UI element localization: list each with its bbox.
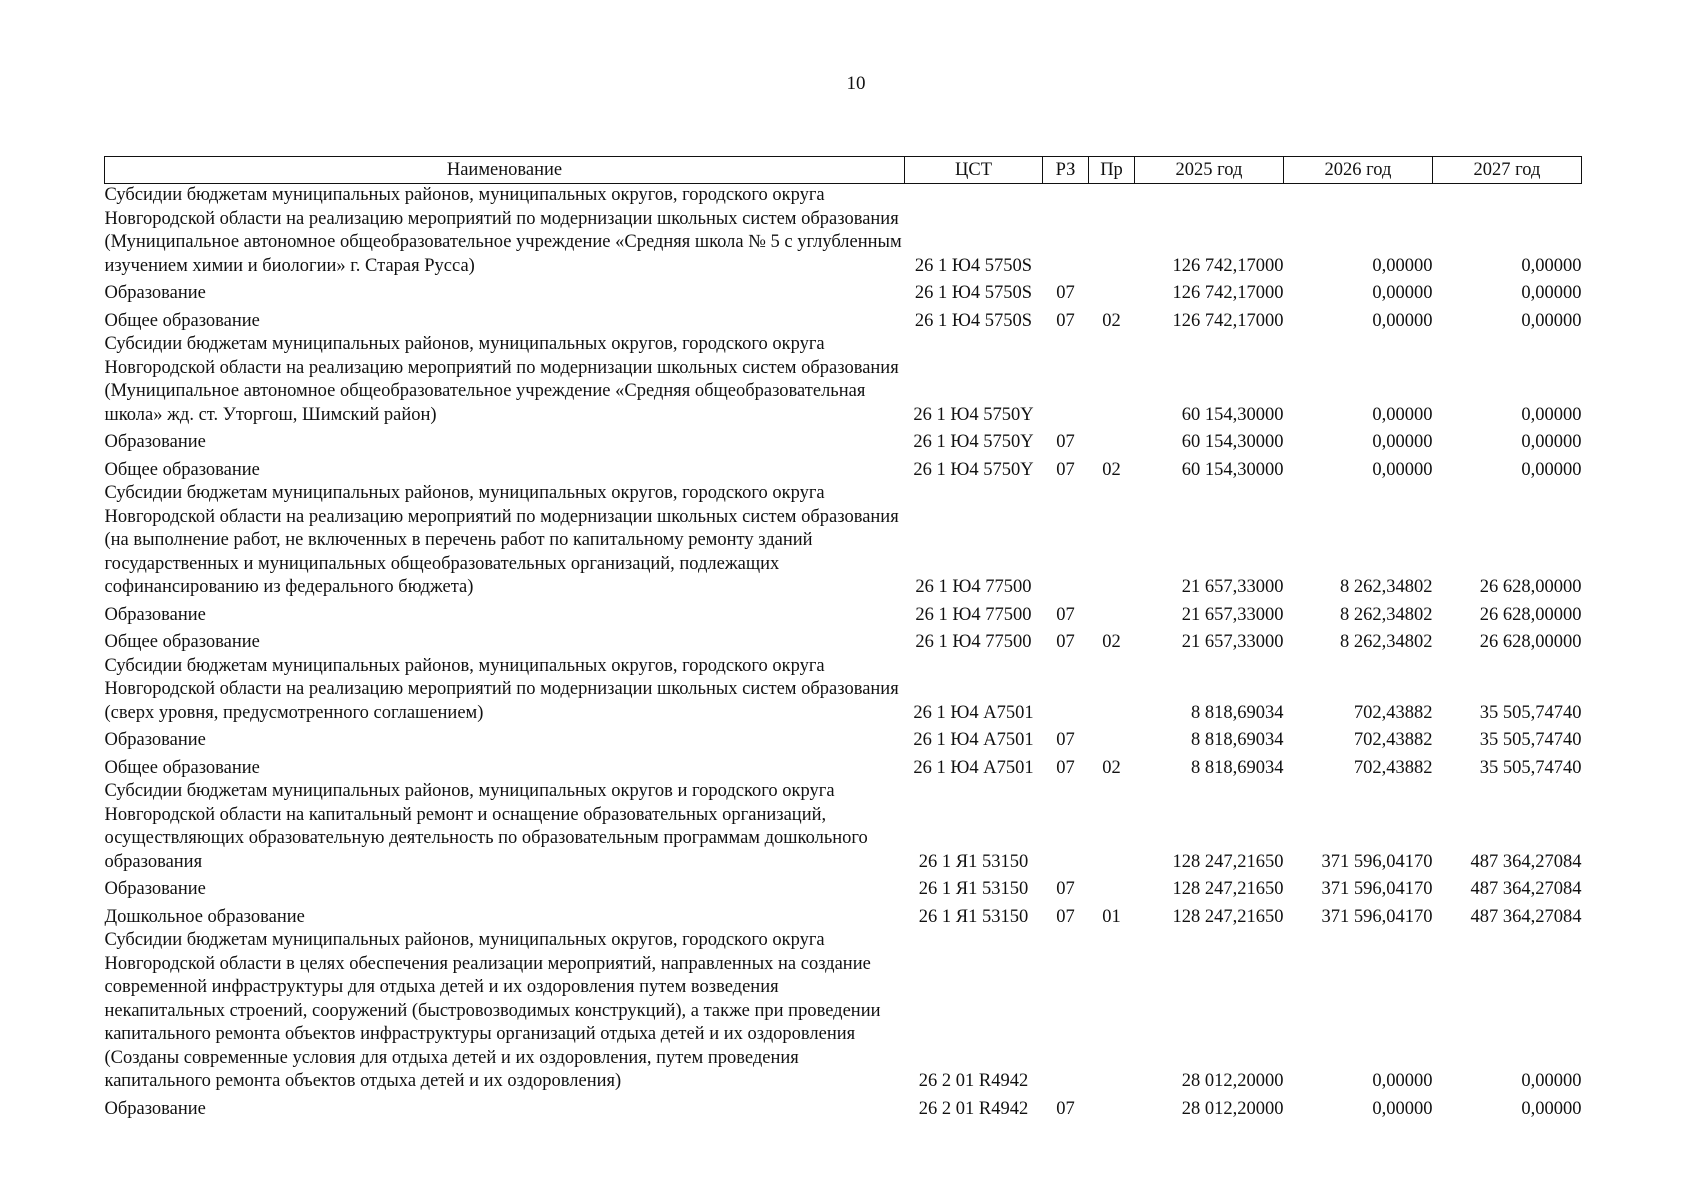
row-rz	[1043, 780, 1089, 874]
row-value-2026: 8 262,34802	[1340, 604, 1433, 625]
row-name: Субсидии бюджетам муниципальных районов, муниципальных округов, городского округа Новгородской области на реализацию мероприятий по модернизации школьных систем образования (Муниципальное автономное общеобразовательное учреждение «Средняя общеобразовательная школа» жд. ст. Уторгош, Шимский район)	[104, 334, 899, 425]
row-name: Общее образование	[104, 757, 260, 778]
row-pr	[1089, 482, 1135, 600]
row-value-2027: 0,00000	[1521, 310, 1582, 331]
row-rz: 07	[1056, 310, 1075, 331]
row-value-2025: 21 657,33000	[1181, 577, 1284, 597]
row-value-2027: 0,00000	[1521, 283, 1582, 303]
row-cst: 26 1 Ю4 77500	[915, 604, 1032, 625]
row-name: Общее образование	[104, 310, 260, 331]
row-value-2027: 26 628,00000	[1479, 577, 1582, 597]
row-value-2027: 35 505,74740	[1479, 757, 1582, 778]
row-value-2025: 8 818,69034	[1191, 702, 1284, 723]
row-name: Субсидии бюджетам муниципальных районов, муниципальных округов, городского округа Новгородской области на реализацию мероприятий по модернизации школьных систем образования (на выполнение работ, не включенных в перечень работ по капитальному ремонту зданий государственных и муниципальных общеобразовательных организаций, подлежащих софинансированию из федерального бюджета)	[104, 483, 899, 597]
header-cst: ЦСТ	[905, 157, 1043, 184]
table-row	[105, 306, 1582, 334]
row-pr	[1089, 780, 1135, 874]
row-rz: 07	[1056, 604, 1075, 625]
table-row	[105, 333, 1582, 427]
row-value-2027: 0,00000	[1521, 1071, 1582, 1091]
row-value-2026: 371 596,04170	[1321, 851, 1433, 872]
row-rz: 07	[1056, 757, 1075, 778]
row-cst: 26 1 Ю4 5750S	[914, 255, 1033, 276]
table-header	[105, 157, 1582, 184]
row-rz	[1043, 655, 1089, 726]
row-value-2025: 21 657,33000	[1181, 632, 1284, 652]
row-cst: 26 1 Ю4 77500	[915, 577, 1032, 597]
row-value-2027: 0,00000	[1521, 404, 1582, 425]
row-value-2025: 28 012,20000	[1181, 1071, 1284, 1091]
row-rz	[1043, 929, 1089, 1094]
row-value-2027: 26 628,00000	[1479, 604, 1582, 625]
row-value-2027: 0,00000	[1521, 1098, 1582, 1119]
table-row	[105, 184, 1582, 279]
row-value-2026: 0,00000	[1372, 255, 1433, 276]
row-name: Образование	[104, 879, 206, 899]
row-value-2026: 8 262,34802	[1340, 632, 1433, 652]
row-pr: 01	[1102, 906, 1121, 927]
row-value-2026: 702,43882	[1353, 757, 1433, 778]
table-row	[105, 600, 1582, 628]
row-cst: 26 1 Ю4 А7501	[913, 702, 1034, 723]
row-rz: 07	[1056, 432, 1075, 452]
row-pr: 02	[1102, 632, 1121, 652]
row-rz	[1043, 333, 1089, 427]
table-row	[105, 655, 1582, 726]
row-rz: 07	[1056, 632, 1075, 652]
table-row	[105, 780, 1582, 874]
row-cst: 26 1 Ю4 77500	[915, 632, 1032, 652]
row-value-2025: 60 154,30000	[1181, 459, 1284, 480]
row-cst: 26 2 01 R4942	[918, 1098, 1029, 1119]
row-value-2025: 60 154,30000	[1181, 432, 1284, 452]
row-value-2025: 8 818,69034	[1191, 757, 1284, 778]
row-pr	[1089, 874, 1135, 902]
table-row	[105, 874, 1582, 902]
row-rz	[1043, 184, 1089, 279]
table-row	[105, 482, 1582, 600]
row-value-2026: 8 262,34802	[1340, 577, 1433, 597]
row-cst: 26 1 Ю4 А7501	[913, 730, 1034, 750]
row-cst: 26 2 01 R4942	[918, 1071, 1029, 1091]
row-value-2027: 0,00000	[1521, 432, 1582, 452]
table-row	[105, 725, 1582, 753]
row-pr	[1089, 929, 1135, 1094]
row-value-2025: 21 657,33000	[1181, 604, 1284, 625]
row-value-2026: 371 596,04170	[1321, 879, 1433, 899]
row-value-2025: 128 247,21650	[1172, 851, 1284, 872]
row-name: Образование	[104, 604, 206, 625]
header-pr: Пр	[1089, 157, 1135, 184]
table-row	[105, 627, 1582, 655]
row-value-2027: 487 364,27084	[1470, 879, 1582, 899]
table-body	[105, 184, 1582, 1122]
row-cst: 26 1 Я1 53150	[918, 851, 1029, 872]
row-value-2027: 0,00000	[1521, 459, 1582, 480]
row-value-2026: 371 596,04170	[1321, 906, 1433, 927]
header-name: Наименование	[105, 157, 905, 184]
row-value-2027: 487 364,27084	[1470, 906, 1582, 927]
row-value-2025: 126 742,17000	[1172, 310, 1284, 331]
row-cst: 26 1 Я1 53150	[918, 906, 1029, 927]
row-value-2025: 60 154,30000	[1181, 404, 1284, 425]
row-pr: 02	[1102, 459, 1121, 480]
row-rz: 07	[1056, 730, 1075, 750]
row-value-2025: 128 247,21650	[1172, 879, 1284, 899]
row-name: Субсидии бюджетам муниципальных районов, муниципальных округов, городского округа Новгородской области на реализацию мероприятий по модернизации школьных систем образования (сверх уровня, предусмотренного соглашением)	[104, 655, 899, 723]
header-rz: РЗ	[1043, 157, 1089, 184]
row-pr	[1089, 333, 1135, 427]
table-row	[105, 427, 1582, 455]
row-cst: 26 1 Ю4 5750Y	[913, 404, 1034, 425]
row-cst: 26 1 Ю4 5750Y	[913, 432, 1034, 452]
row-value-2027: 26 628,00000	[1479, 632, 1582, 652]
row-name: Общее образование	[104, 632, 260, 652]
row-value-2027: 35 505,74740	[1479, 730, 1582, 750]
row-cst: 26 1 Ю4 5750Y	[913, 459, 1034, 480]
row-value-2027: 0,00000	[1521, 255, 1582, 276]
row-value-2026: 0,00000	[1372, 310, 1433, 331]
table-row	[105, 753, 1582, 781]
page-number: 10	[846, 73, 866, 94]
row-cst: 26 1 Ю4 А7501	[913, 757, 1034, 778]
budget-table	[104, 156, 1582, 1121]
row-name: Образование	[104, 432, 206, 452]
row-value-2026: 0,00000	[1372, 283, 1433, 303]
row-value-2026: 702,43882	[1353, 730, 1433, 750]
row-value-2025: 8 818,69034	[1191, 730, 1284, 750]
row-rz: 07	[1056, 879, 1075, 899]
table-row	[105, 455, 1582, 483]
row-name: Образование	[104, 1098, 206, 1119]
row-name: Образование	[104, 730, 206, 750]
row-value-2025: 126 742,17000	[1172, 255, 1284, 276]
row-rz: 07	[1056, 1098, 1075, 1119]
table-row	[105, 278, 1582, 306]
row-value-2026: 0,00000	[1372, 1071, 1433, 1091]
row-rz: 07	[1056, 906, 1075, 927]
row-value-2025: 128 247,21650	[1172, 906, 1284, 927]
row-name: Субсидии бюджетам муниципальных районов, муниципальных округов, городского округа Новгородской области на реализацию мероприятий по модернизации школьных систем образования (Муниципальное автономное общеобразовательное учреждение «Средняя школа № 5 с углубленным изучением химии и биологии» г. Старая Русса)	[104, 185, 902, 276]
header-2025: 2025 год	[1135, 157, 1284, 184]
table-row	[105, 929, 1582, 1094]
row-value-2027: 487 364,27084	[1470, 851, 1582, 872]
row-cst: 26 1 Я1 53150	[918, 879, 1029, 899]
row-value-2025: 126 742,17000	[1172, 283, 1284, 303]
row-cst: 26 1 Ю4 5750S	[914, 310, 1033, 331]
row-name: Общее образование	[104, 459, 260, 480]
row-value-2026: 0,00000	[1372, 404, 1433, 425]
row-value-2026: 0,00000	[1372, 459, 1433, 480]
row-pr	[1089, 278, 1135, 306]
row-pr	[1089, 1094, 1135, 1122]
row-pr	[1089, 600, 1135, 628]
row-value-2026: 0,00000	[1372, 1098, 1433, 1119]
row-name: Субсидии бюджетам муниципальных районов, муниципальных округов и городского округа Новгородской области на капитальный ремонт и оснащение образовательных организаций, осуществляющих образовательную деятельность по образовательным программам дошкольного образования	[104, 781, 868, 872]
row-pr	[1089, 184, 1135, 279]
row-value-2025: 28 012,20000	[1181, 1098, 1284, 1119]
row-pr: 02	[1102, 310, 1121, 331]
row-rz: 07	[1056, 459, 1075, 480]
header-2026: 2026 год	[1284, 157, 1433, 184]
table-row	[105, 902, 1582, 930]
row-name: Субсидии бюджетам муниципальных районов, муниципальных округов, городского округа Новгородской области в целях обеспечения реализации мероприятий, направленных на создание современной инфраструктуры для отдыха детей и их оздоровления путем возведения некапитальных строений, сооружений (быстровозводимых конструкций), а также при проведении капитального ремонта объектов инфраструктуры организаций отдыха детей и их оздоровления (Созданы современные условия для отдыха детей и их оздоровления, путем проведения капитального ремонта объектов отдыха детей и их оздоровления)	[104, 930, 881, 1091]
row-pr: 02	[1102, 757, 1121, 778]
row-value-2026: 702,43882	[1353, 702, 1433, 723]
row-pr	[1089, 655, 1135, 726]
row-name: Образование	[104, 283, 206, 303]
header-2027: 2027 год	[1433, 157, 1582, 184]
row-name: Дошкольное образование	[104, 906, 305, 927]
row-pr	[1089, 427, 1135, 455]
row-value-2027: 35 505,74740	[1479, 702, 1582, 723]
row-value-2026: 0,00000	[1372, 432, 1433, 452]
row-rz	[1043, 482, 1089, 600]
row-cst: 26 1 Ю4 5750S	[914, 283, 1033, 303]
row-pr	[1089, 725, 1135, 753]
table-row	[105, 1094, 1582, 1122]
row-rz: 07	[1056, 283, 1075, 303]
